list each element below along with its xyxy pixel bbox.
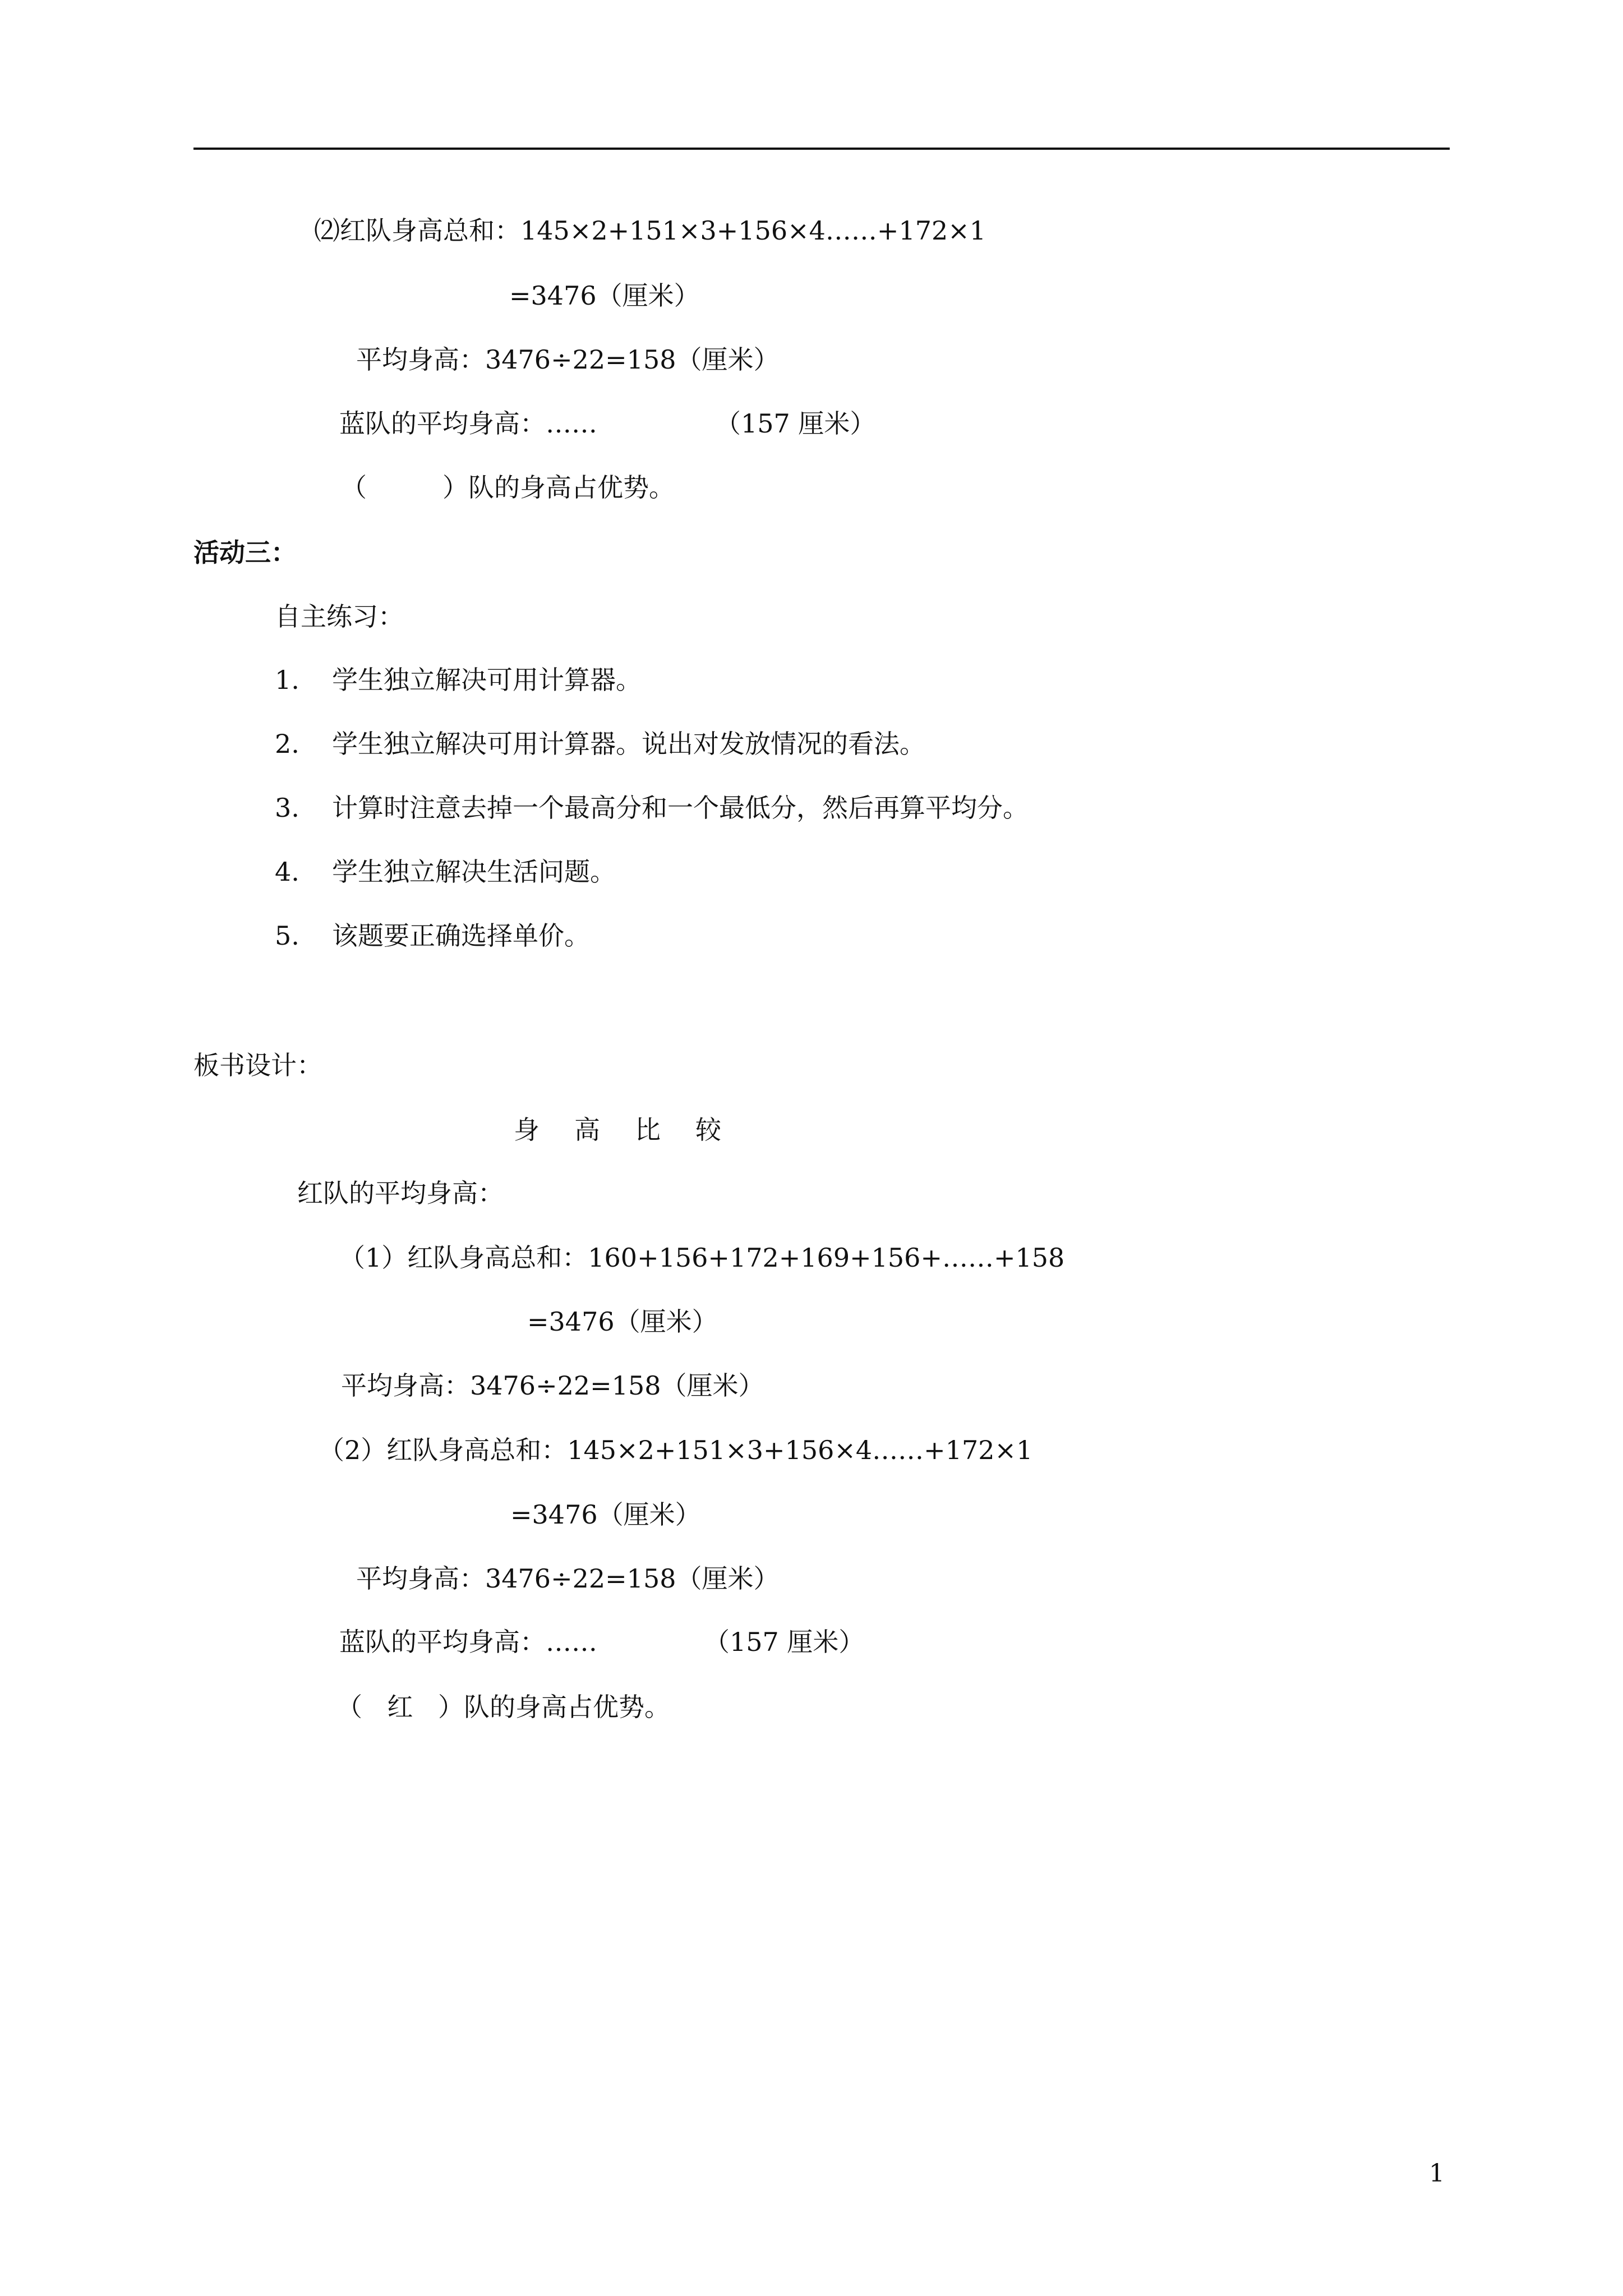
activity3-heading: 活动三：: [193, 537, 297, 568]
list-item-text: 学生独立解决可用计算器。: [332, 665, 642, 695]
board-title-char: 高: [574, 1115, 600, 1145]
list-item: [275, 919, 590, 953]
page-number: 1: [1429, 2159, 1445, 2188]
list-item-text: 计算时注意去掉一个最高分和一个最低分，然后再算平均分。: [332, 793, 1029, 823]
blue-average-line: [339, 407, 875, 440]
blue-average-value: （157 厘米）: [715, 408, 876, 439]
method1-result-line: =3476（厘米）: [527, 1306, 718, 1337]
method2-result-line: =3476（厘米）: [510, 1499, 701, 1530]
list-item-number: 1.: [275, 665, 299, 695]
board-advantage-line: [336, 1690, 670, 1724]
list-item-text: 学生独立解决生活问题。: [332, 857, 616, 887]
board-title-char: 较: [695, 1115, 721, 1145]
list-item-number: 5.: [275, 921, 299, 951]
advantage-line: [341, 471, 675, 504]
board-blue-average-line: [339, 1625, 864, 1659]
list-item: [275, 791, 1029, 825]
board-title-char: 比: [635, 1115, 661, 1145]
q2-result-line: =3476（厘米）: [509, 280, 700, 311]
board-title: [514, 1113, 756, 1147]
board-blue-average-value: （157 厘米）: [704, 1627, 865, 1657]
list-item: [275, 855, 616, 889]
board-advantage-text: ）队的身高占优势。: [438, 1692, 670, 1722]
blue-average-label: 蓝队的平均身高：……: [339, 408, 597, 439]
method1-sum-line: （1）红队身高总和：160+156+172+169+156+……+158: [339, 1243, 1065, 1273]
list-item-number: 4.: [275, 857, 299, 887]
board-blue-average-label: 蓝队的平均身高：……: [339, 1627, 597, 1657]
board-advantage-answer: 红: [387, 1692, 413, 1722]
advantage-open-paren: （: [341, 472, 367, 503]
list-item-text: 学生独立解决可用计算器。说出对发放情况的看法。: [332, 729, 925, 759]
list-item-text: 该题要正确选择单价。: [332, 921, 590, 951]
red-average-label: 红队的平均身高：: [297, 1178, 504, 1208]
q2-sum-line: ⑵红队身高总和：145×2+151×3+156×4……+172×1: [314, 215, 986, 246]
red-average-line: 平均身高：3476÷22=158（厘米）: [356, 344, 780, 375]
method2-average-line: 平均身高：3476÷22=158（厘米）: [356, 1563, 780, 1594]
header-rule: [193, 148, 1450, 150]
board-advantage-open-paren: （: [336, 1692, 362, 1722]
activity3-subheading: 自主练习：: [275, 601, 404, 632]
list-item-number: 3.: [275, 793, 299, 823]
advantage-text: ）队的身高占优势。: [442, 472, 675, 503]
method2-sum-line: （2）红队身高总和：145×2+151×3+156×4……+172×1: [319, 1435, 1033, 1465]
method1-average-line: 平均身高：3476÷22=158（厘米）: [341, 1370, 764, 1401]
list-item: [275, 663, 642, 697]
list-item: [275, 727, 925, 761]
board-heading: 板书设计：: [193, 1050, 322, 1080]
list-item-number: 2.: [275, 729, 299, 759]
board-title-char: 身: [514, 1115, 540, 1145]
